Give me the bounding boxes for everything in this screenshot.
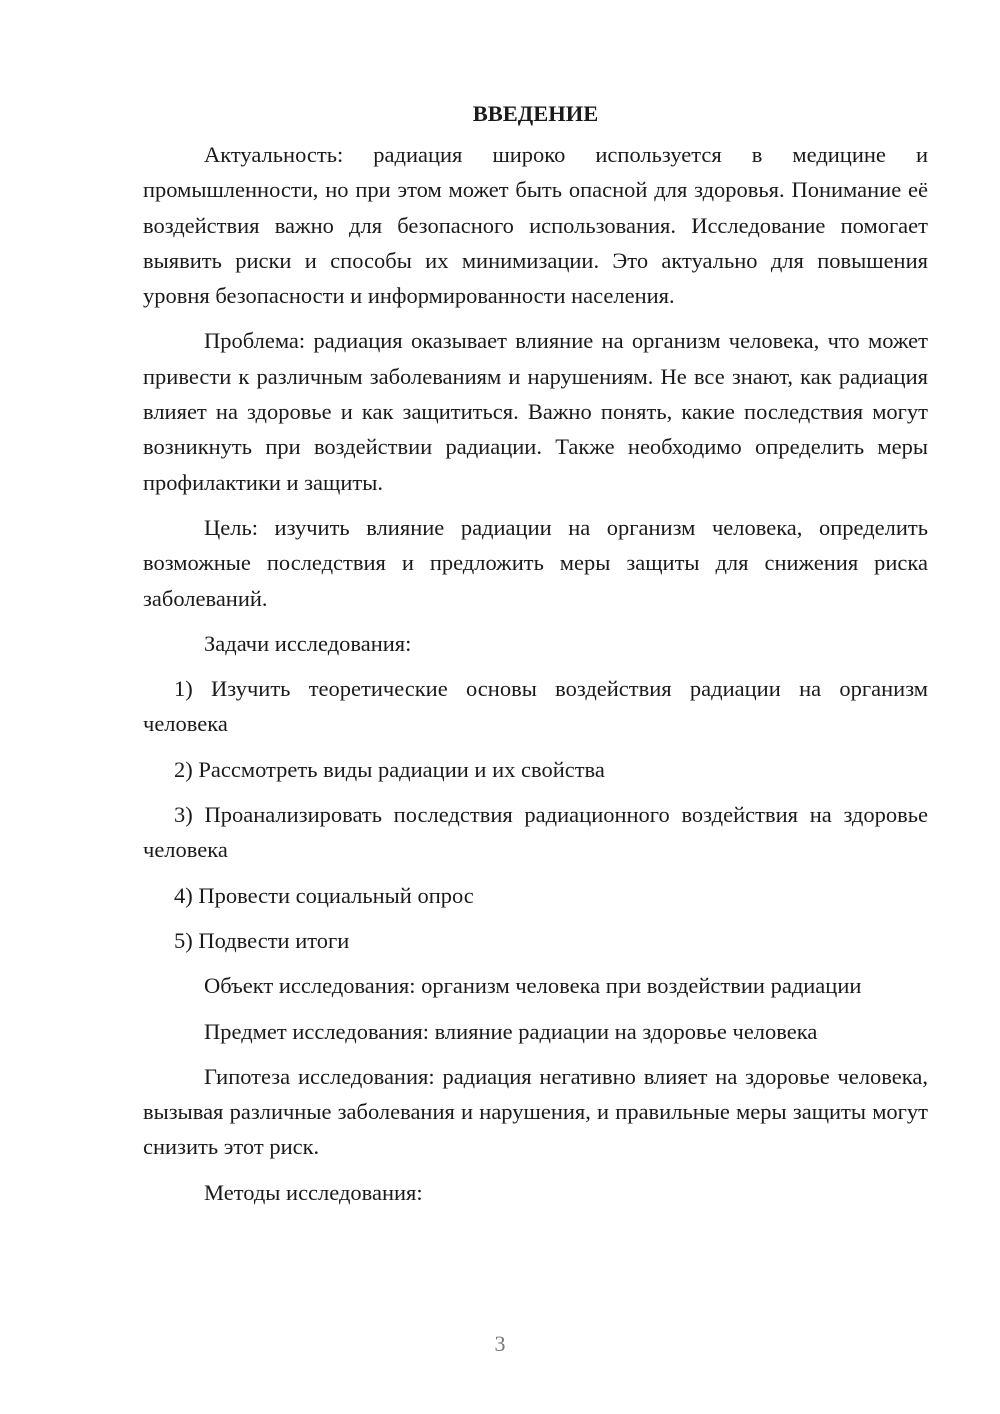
task-item-5: 5) Подвести итоги [174,927,350,953]
document-body [143,96,928,1220]
paragraph-relevance: Актуальность: радиация широко используется в медицине и промышленности, но при этом может быть опасной для здоровья. Понимание её воздействия важно для безопасного использования. Исследование помогает выявить риски и способы их минимизации. Это актуально для повышения уровня безопасности и информированности населения. [143,142,928,309]
task-item-2: 2) Рассмотреть виды радиации и их свойства [174,756,605,782]
paragraph-tasks-heading: Задачи исследования: [204,630,412,656]
document-title: ВВЕДЕНИЕ [472,101,599,126]
paragraph-problem: Проблема: радиация оказывает влияние на организм человека, что может привести к различным заболеваниям и нарушениям. Не все знают, как радиация влияет на здоровье и как защититься. Важно понять, какие последствия могут возникнуть при воздействии радиации. Также необходимо определить меры профилактики и защиты. [143,328,928,495]
task-item-3: 3) Проанализировать последствия радиационного воздействия на здоровье человека [143,802,928,863]
task-item-1: 1) Изучить теоретические основы воздействия радиации на организм человека [143,676,928,737]
paragraph-goal: Цель: изучить влияние радиации на организм человека, определить возможные последствия и предложить меры защиты для снижения риска заболеваний. [143,514,928,611]
page-number: 3 [494,1331,506,1356]
paragraph-hypothesis: Гипотеза исследования: радиация негативно влияет на здоровье человека, вызывая различные заболевания и нарушения, и правильные меры защиты могут снизить этот риск. [143,1063,928,1160]
task-item-4: 4) Провести социальный опрос [174,882,474,908]
paragraph-subject: Предмет исследования: влияние радиации на здоровье человека [204,1018,818,1044]
paragraph-object: Объект исследования: организм человека при воздействии радиации [204,973,862,999]
paragraph-methods: Методы исследования: [204,1179,423,1205]
